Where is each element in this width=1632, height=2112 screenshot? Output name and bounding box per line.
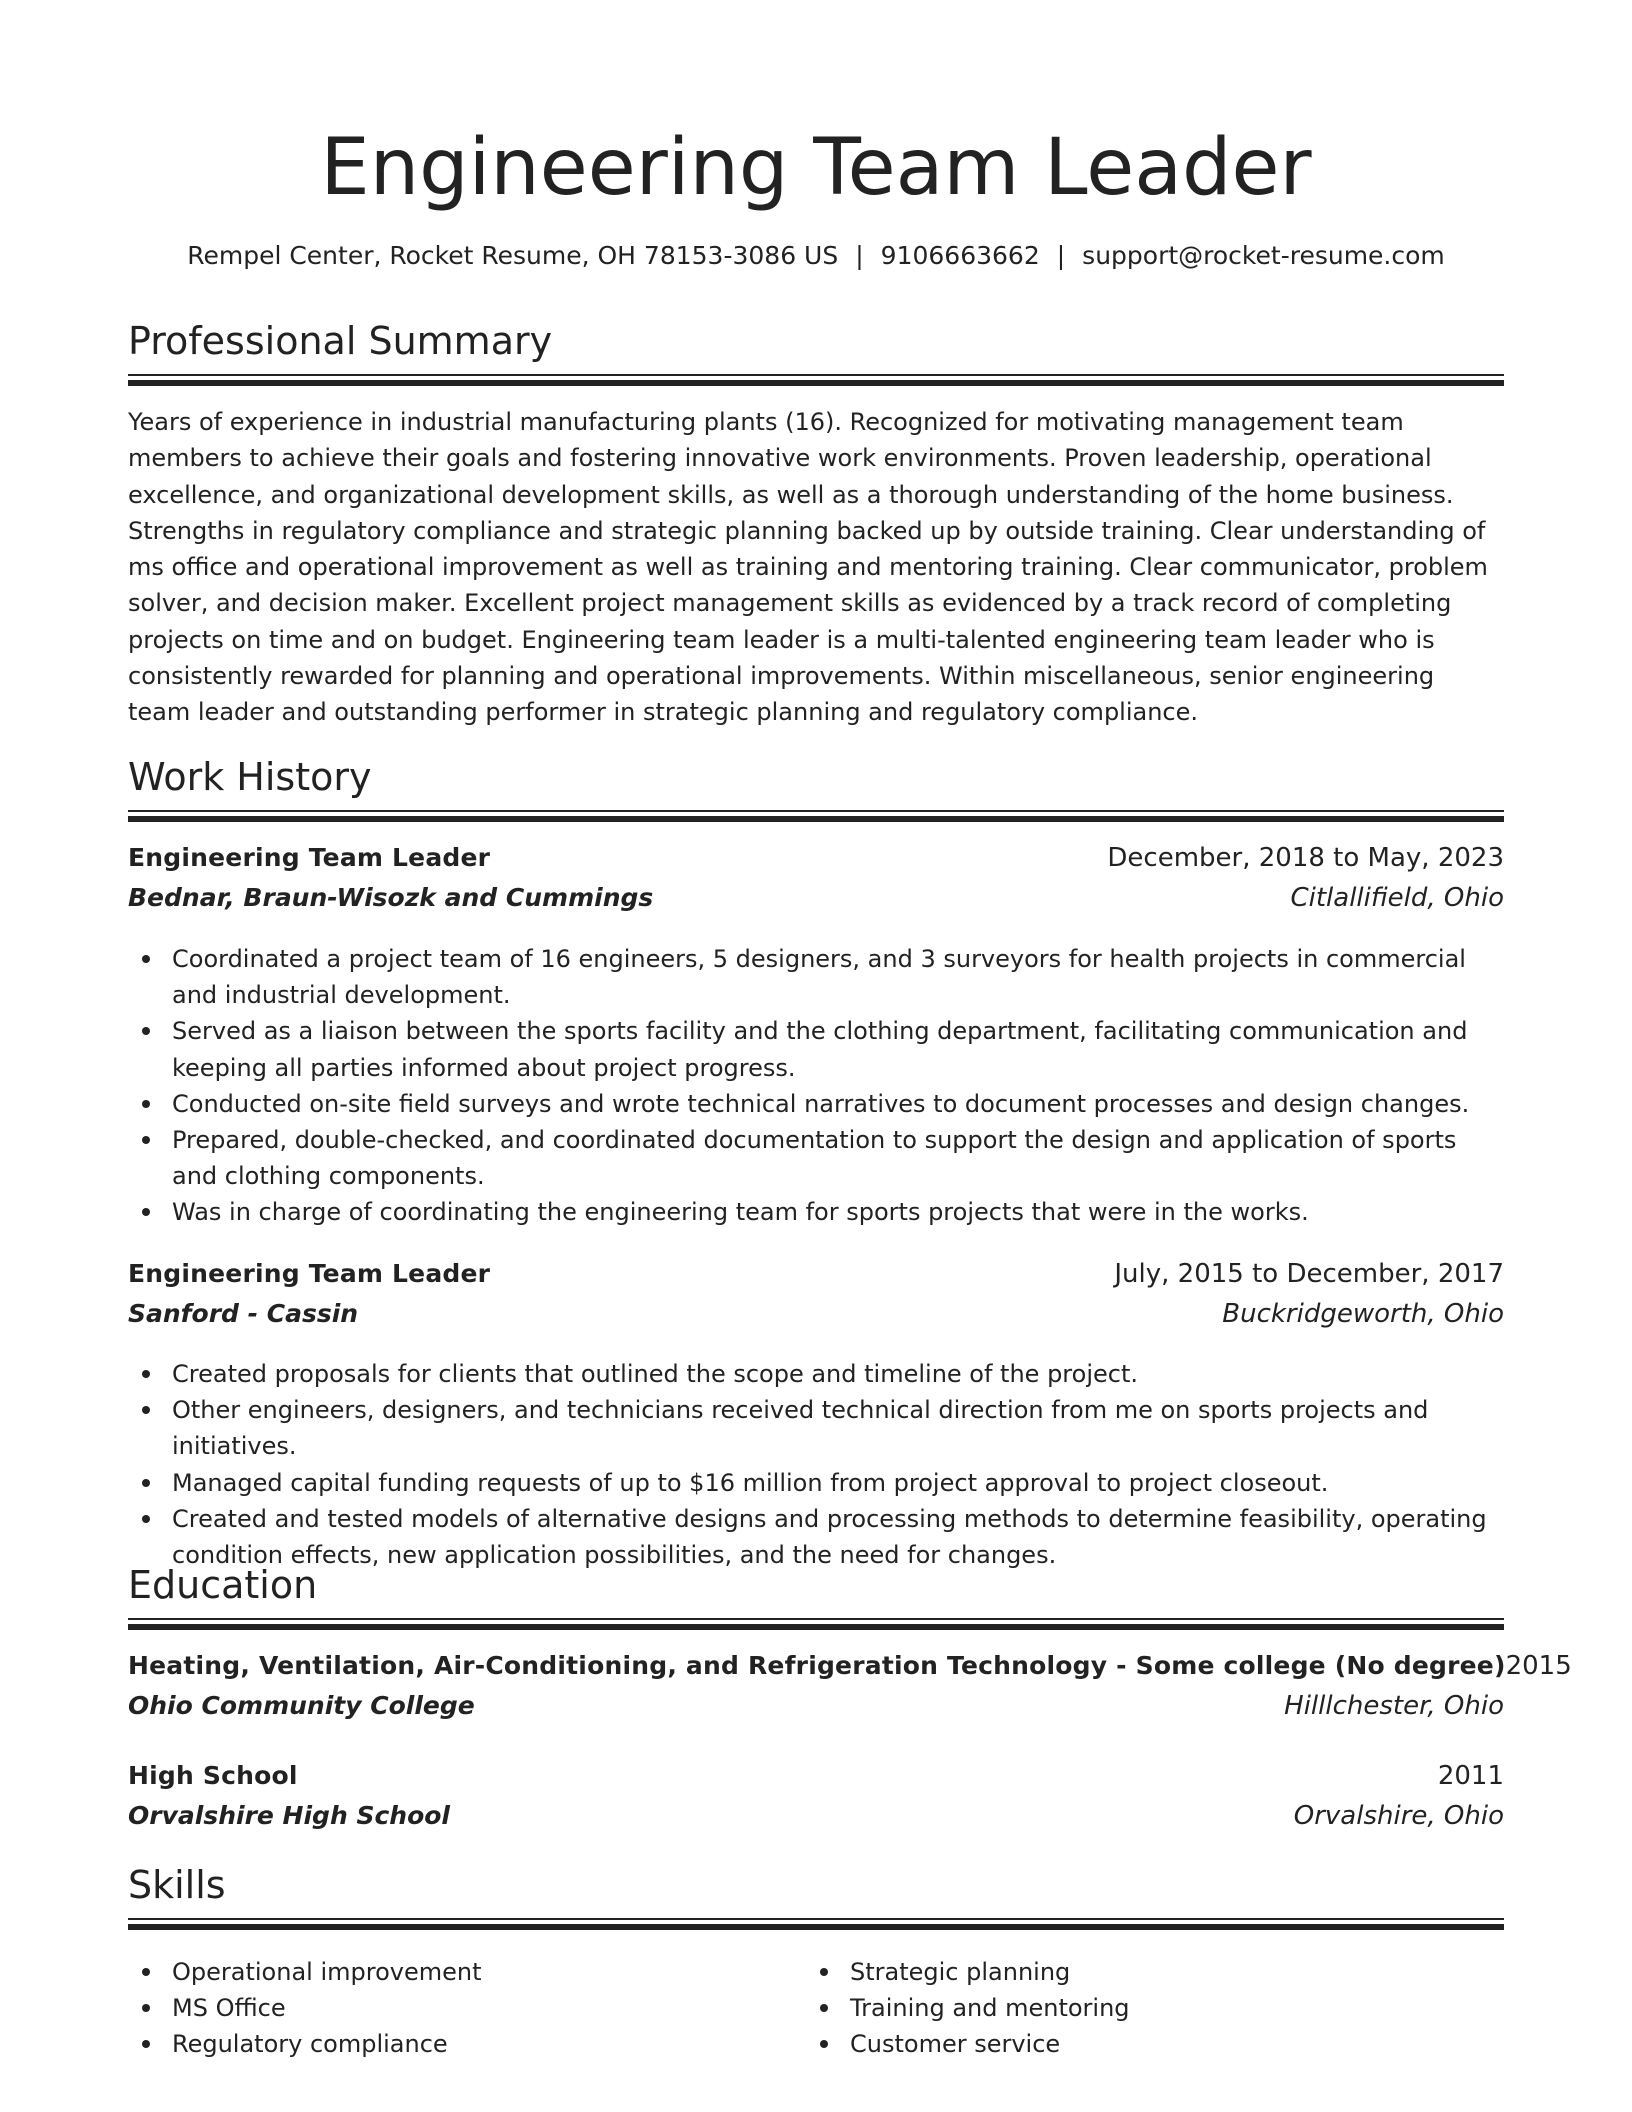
job-location: Citlallifield, Ohio xyxy=(1290,883,1504,913)
job-company: Sanford - Cassin xyxy=(128,1299,359,1328)
section-heading-summary: Professional Summary xyxy=(128,319,553,363)
job-subheader xyxy=(128,1294,1504,1334)
job-bullet: Created proposals for clients that outlined the scope and timeline of the project. xyxy=(128,1356,1504,1392)
job-bullet: Was in charge of coordinating the engineering team for sports projects that were in the works. xyxy=(128,1194,1504,1230)
job-company: Bednar, Braun-Wisozk and Cummings xyxy=(128,883,654,912)
job-title: Engineering Team Leader xyxy=(128,843,491,872)
education-school: Orvalshire High School xyxy=(128,1801,450,1830)
job-bullet: Managed capital funding requests of up to $16 million from project approval to project closeout. xyxy=(128,1465,1504,1501)
contact-separator: | xyxy=(1056,241,1066,270)
section-divider xyxy=(128,1918,1504,1930)
job-bullet: Prepared, double-checked, and coordinated documentation to support the design and application of sports and clothing components. xyxy=(128,1122,1504,1194)
job-location: Buckridgeworth, Ohio xyxy=(1222,1299,1504,1329)
section-heading-education: Education xyxy=(128,1563,318,1607)
skill-item: Operational improvement xyxy=(128,1954,748,1990)
job-bullet: Coordinated a project team of 16 engineers, 5 designers, and 3 surveyors for health projects in commercial and industrial development. xyxy=(128,941,1504,1013)
job-dates: December, 2018 to May, 2023 xyxy=(1107,843,1504,873)
education-year: 2015 xyxy=(1505,1651,1572,1681)
contact-separator: | xyxy=(855,241,864,270)
contact-address: Rempel Center, Rocket Resume, OH 78153-3086 US xyxy=(187,241,839,270)
contact-line xyxy=(128,238,1504,274)
education-year: 2011 xyxy=(1437,1761,1504,1791)
job-bullet: Created and tested models of alternative designs and processing methods to determine feasibility, operating condition effects, new application possibilities, and the need for changes. xyxy=(128,1501,1504,1573)
skill-item: Training and mentoring xyxy=(806,1990,1426,2026)
skills-list-right xyxy=(806,1954,1426,2063)
job-bullet-list xyxy=(128,1356,1504,1573)
contact-phone: 9106663662 xyxy=(880,241,1040,270)
education-subheader xyxy=(128,1686,1504,1726)
section-heading-work: Work History xyxy=(128,755,372,799)
skills-list-left xyxy=(128,1954,748,2063)
job-header xyxy=(128,838,1504,878)
job-title: Engineering Team Leader xyxy=(128,1259,491,1288)
job-bullet: Conducted on-site field surveys and wrote technical narratives to document processes and design changes. xyxy=(128,1086,1504,1122)
skill-item: Strategic planning xyxy=(806,1954,1426,1990)
section-divider xyxy=(128,810,1504,822)
education-location: Orvalshire, Ohio xyxy=(1293,1801,1504,1831)
job-subheader xyxy=(128,878,1504,918)
education-subheader xyxy=(128,1796,1504,1836)
section-divider xyxy=(128,374,1504,386)
contact-email: support@rocket-resume.com xyxy=(1082,241,1445,270)
job-bullet-list xyxy=(128,941,1504,1231)
education-header xyxy=(128,1646,1572,1686)
job-bullet: Other engineers, designers, and technicians received technical direction from me on sports projects and initiatives. xyxy=(128,1392,1504,1464)
education-degree: High School xyxy=(128,1761,298,1790)
resume-name: Engineering Team Leader xyxy=(320,123,1312,213)
skill-item: Customer service xyxy=(806,2026,1426,2062)
education-school: Ohio Community College xyxy=(128,1691,475,1720)
job-header xyxy=(128,1254,1504,1294)
job-bullet: Served as a liaison between the sports facility and the clothing department, facilitating communication and keeping all parties informed about project progress. xyxy=(128,1013,1504,1085)
education-header xyxy=(128,1756,1504,1796)
skill-item: Regulatory compliance xyxy=(128,2026,748,2062)
job-dates: July, 2015 to December, 2017 xyxy=(1114,1259,1504,1289)
skill-item: MS Office xyxy=(128,1990,748,2026)
education-location: Hilllchester, Ohio xyxy=(1284,1691,1504,1721)
section-divider xyxy=(128,1618,1504,1630)
summary-text: Years of experience in industrial manufacturing plants (16). Recognized for motivating management team members to achieve their goals and fostering innovative work environments. Proven leadership, operational excellence, and organizational development skills, as well as a thorough understanding of the home business. Strengths in regulatory compliance and strategic planning backed up by outside training. Clear understanding of ms office and operational improvement as well as training and mentoring training. Clear communicator, problem solver, and decision maker. Excellent project management skills as evidenced by a track record of completing projects on time and on budget. Engineering team leader is a multi-talented engineering team leader who is consistently rewarded for planning and operational improvements. Within miscellaneous, senior engineering team leader and outstanding performer in strategic planning and regulatory compliance. xyxy=(128,408,1488,727)
education-degree: Heating, Ventilation, Air-Conditioning, and Refrigeration Technology - Some college (No degree) xyxy=(128,1651,1506,1680)
section-heading-skills: Skills xyxy=(128,1863,226,1907)
